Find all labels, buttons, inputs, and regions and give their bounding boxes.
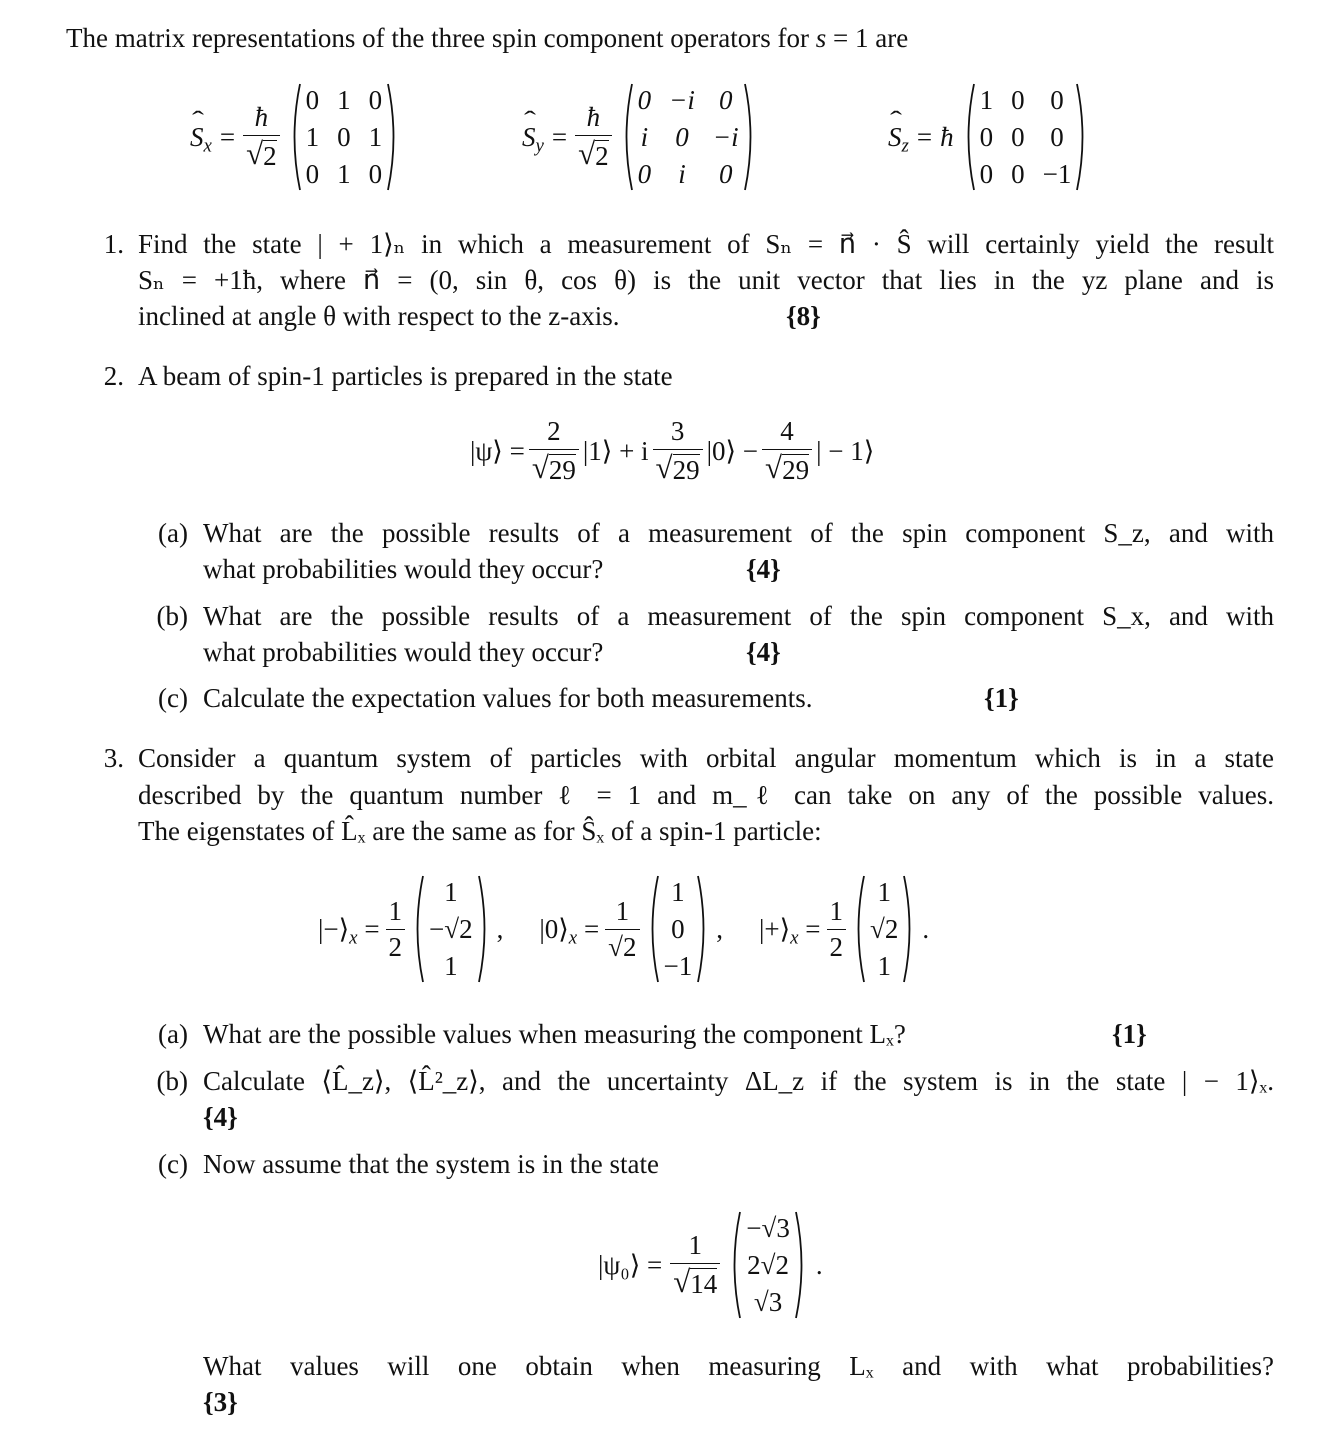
- eigenstate-zero: $|0⟩_x$ = $\frac{1}{√2}$ 1 0 −1 ,: [539, 874, 723, 984]
- q3a-marks: {1}: [1112, 1019, 1147, 1049]
- final-marks: {3}: [203, 1387, 238, 1417]
- matrix-sx-body: [288, 82, 401, 192]
- sy-cell-2-0: 0: [637, 158, 652, 189]
- q2b-line1: What are the possible results of a measurement of the spin component S_x, and with: [203, 601, 1274, 631]
- sx-cell-0-1: 1: [337, 85, 351, 116]
- prefactor-sz: ħ: [940, 122, 954, 152]
- sz-cell-0-0: 1: [979, 85, 994, 116]
- eigenstate-1-entry-1: 0: [671, 913, 685, 944]
- q1-line1: Find the state | + 1⟩ₙ in which a measurement of Sₙ = n⃗ · Ŝ will certainly yield the result: [138, 229, 1274, 259]
- eigenstate-plus: $|+⟩_x$ = $\frac{1}{2}$ 1 √2 1 .: [759, 874, 929, 984]
- q3b-line1: Calculate ⟨L̂_z⟩, ⟨L̂²_z⟩, and the uncertainty ΔL_z if the system is in the state | − 1⟩ₓ.: [203, 1066, 1274, 1096]
- eigenstate-2-entry-0: 1: [877, 877, 891, 908]
- sx-cell-1-2: 1: [368, 121, 383, 152]
- q2c-line1: Calculate the expectation values for both measurements.: [203, 683, 813, 713]
- sy-cell-1-2: −i: [712, 121, 739, 152]
- q1-marks: {8}: [786, 301, 821, 331]
- q2c-label: (c): [158, 683, 188, 713]
- sx-cell-2-0: 0: [305, 158, 320, 189]
- q2b-marks: {4}: [746, 637, 781, 667]
- sx-cell-1-1: 0: [337, 121, 351, 152]
- q3a-line1: What are the possible values when measuring the component Lₓ?: [203, 1019, 906, 1049]
- q3-line2: described by the quantum number ℓ = 1 and m_ℓ can take on any of the possible values.: [138, 780, 1274, 810]
- q3-number: 3.: [103, 743, 124, 773]
- q2a-line1: What are the possible results of a measurement of the spin component S_z, and with: [203, 518, 1274, 548]
- psi0-entry-1: 2√2: [747, 1249, 789, 1280]
- sz-cell-0-2: 0: [1050, 85, 1064, 116]
- q2-state-equation: |ψ⟩ = 2 √ 29 |1⟩ + i 3 √ 29 |0⟩ − 4 √ 29 | − 1⟩: [470, 416, 875, 485]
- eigenstates-row: [318, 874, 929, 984]
- sx-cell-0-0: 0: [305, 85, 320, 116]
- prefactor-sy: ħ √ 2: [575, 104, 612, 170]
- eigenstate-0-entry-0: 1: [444, 877, 458, 908]
- eigenstate-1-entry-0: 1: [671, 877, 685, 908]
- q3b-marks: {4}: [203, 1102, 238, 1132]
- eigenstate-2-entry-1: √2: [870, 913, 899, 944]
- operator-sz: ˆ $S_z$: [888, 119, 909, 155]
- psi0-equation: |ψ₀⟩ = 1 √ 14 −√3 2√2 √3 .: [598, 1208, 823, 1322]
- sy-cell-0-2: 0: [719, 85, 733, 116]
- sy-cell-2-1: i: [678, 158, 686, 189]
- psi0-entry-2: √3: [753, 1286, 783, 1317]
- sy-cell-0-1: −i: [669, 85, 695, 116]
- operator-sx: ˆ $S_x$: [190, 119, 212, 155]
- eigenstate-1-entry-2: −1: [663, 950, 693, 981]
- sz-cell-2-2: −1: [1042, 158, 1072, 189]
- sz-cell-1-0: 0: [979, 121, 994, 152]
- sx-cell-2-1: 1: [337, 158, 351, 189]
- eigenstate-minus: $|-⟩_x$ = $\frac{1}{2}$ 1 −√2 1 ,: [318, 874, 503, 984]
- sx-cell-1-0: 1: [305, 121, 320, 152]
- sx-cell-2-2: 0: [368, 158, 383, 189]
- matrix-sx: ˆ $S_x$ = ħ √ 2 0 1 0 1 0 1 0 1 0: [190, 82, 400, 192]
- q2a-label: (a): [158, 518, 188, 548]
- q2a-marks: {4}: [746, 554, 781, 584]
- q3a-label: (a): [158, 1019, 188, 1049]
- q2-number: 2.: [103, 361, 124, 391]
- q1-line3: inclined at angle θ with respect to the z-axis.: [138, 301, 620, 331]
- matrix-sy: ˆ $S_y$ = ħ √ 2 0 −i 0 i 0 −i 0 i 0: [522, 82, 757, 192]
- matrix-sz: ˆ $S_z$ = ħ 1 0 0 0 0 0 0 0 −1: [888, 82, 1089, 192]
- intro-text: The matrix representations of the three spin component operators for s = 1 are: [66, 23, 909, 53]
- q3c-label: (c): [158, 1149, 188, 1179]
- q2a-line2: what probabilities would they occur?: [203, 554, 604, 584]
- q1-number: 1.: [103, 229, 124, 259]
- sy-cell-1-0: i: [640, 121, 649, 152]
- eigenstate-0-entry-1: −√2: [429, 913, 473, 944]
- q2c-marks: {1}: [984, 683, 1019, 713]
- q3c-line1: Now assume that the system is in the state: [203, 1149, 659, 1179]
- sz-cell-2-0: 0: [979, 158, 994, 189]
- sz-cell-1-1: 0: [1011, 121, 1025, 152]
- q3b-label: (b): [156, 1066, 188, 1096]
- sy-cell-0-0: 0: [637, 85, 652, 116]
- operator-sy: ˆ $S_y$: [522, 119, 544, 155]
- psi0-entry-0: −√3: [746, 1213, 790, 1244]
- final-line1: What values will one obtain when measuring Lₓ and with what probabilities?: [203, 1351, 1274, 1381]
- sy-cell-1-1: 0: [675, 121, 689, 152]
- q3-line1: Consider a quantum system of particles with orbital angular momentum which is in a state: [138, 743, 1274, 773]
- sx-cell-0-2: 0: [368, 85, 383, 116]
- prefactor-sx: ħ √ 2: [243, 104, 280, 170]
- q2b-line2: what probabilities would they occur?: [203, 637, 604, 667]
- sy-cell-2-2: 0: [719, 158, 733, 189]
- eigenstate-2-entry-2: 1: [877, 950, 891, 981]
- sz-cell-0-1: 0: [1011, 85, 1025, 116]
- q2b-label: (b): [156, 601, 188, 631]
- matrix-sy-body: [620, 82, 757, 192]
- q2-text: A beam of spin-1 particles is prepared in the state: [138, 361, 673, 391]
- q1-line2: Sₙ = +1ħ, where n⃗ = (0, sin θ, cos θ) is the unit vector that lies in the yz plane and is: [138, 265, 1274, 295]
- sz-cell-2-1: 0: [1011, 158, 1025, 189]
- sz-cell-1-2: 0: [1050, 121, 1064, 152]
- q3-line3: The eigenstates of L̂ₓ are the same as for Ŝₓ of a spin-1 particle:: [138, 816, 822, 846]
- matrix-sz-body: [962, 82, 1090, 192]
- eigenstate-0-entry-2: 1: [444, 950, 458, 981]
